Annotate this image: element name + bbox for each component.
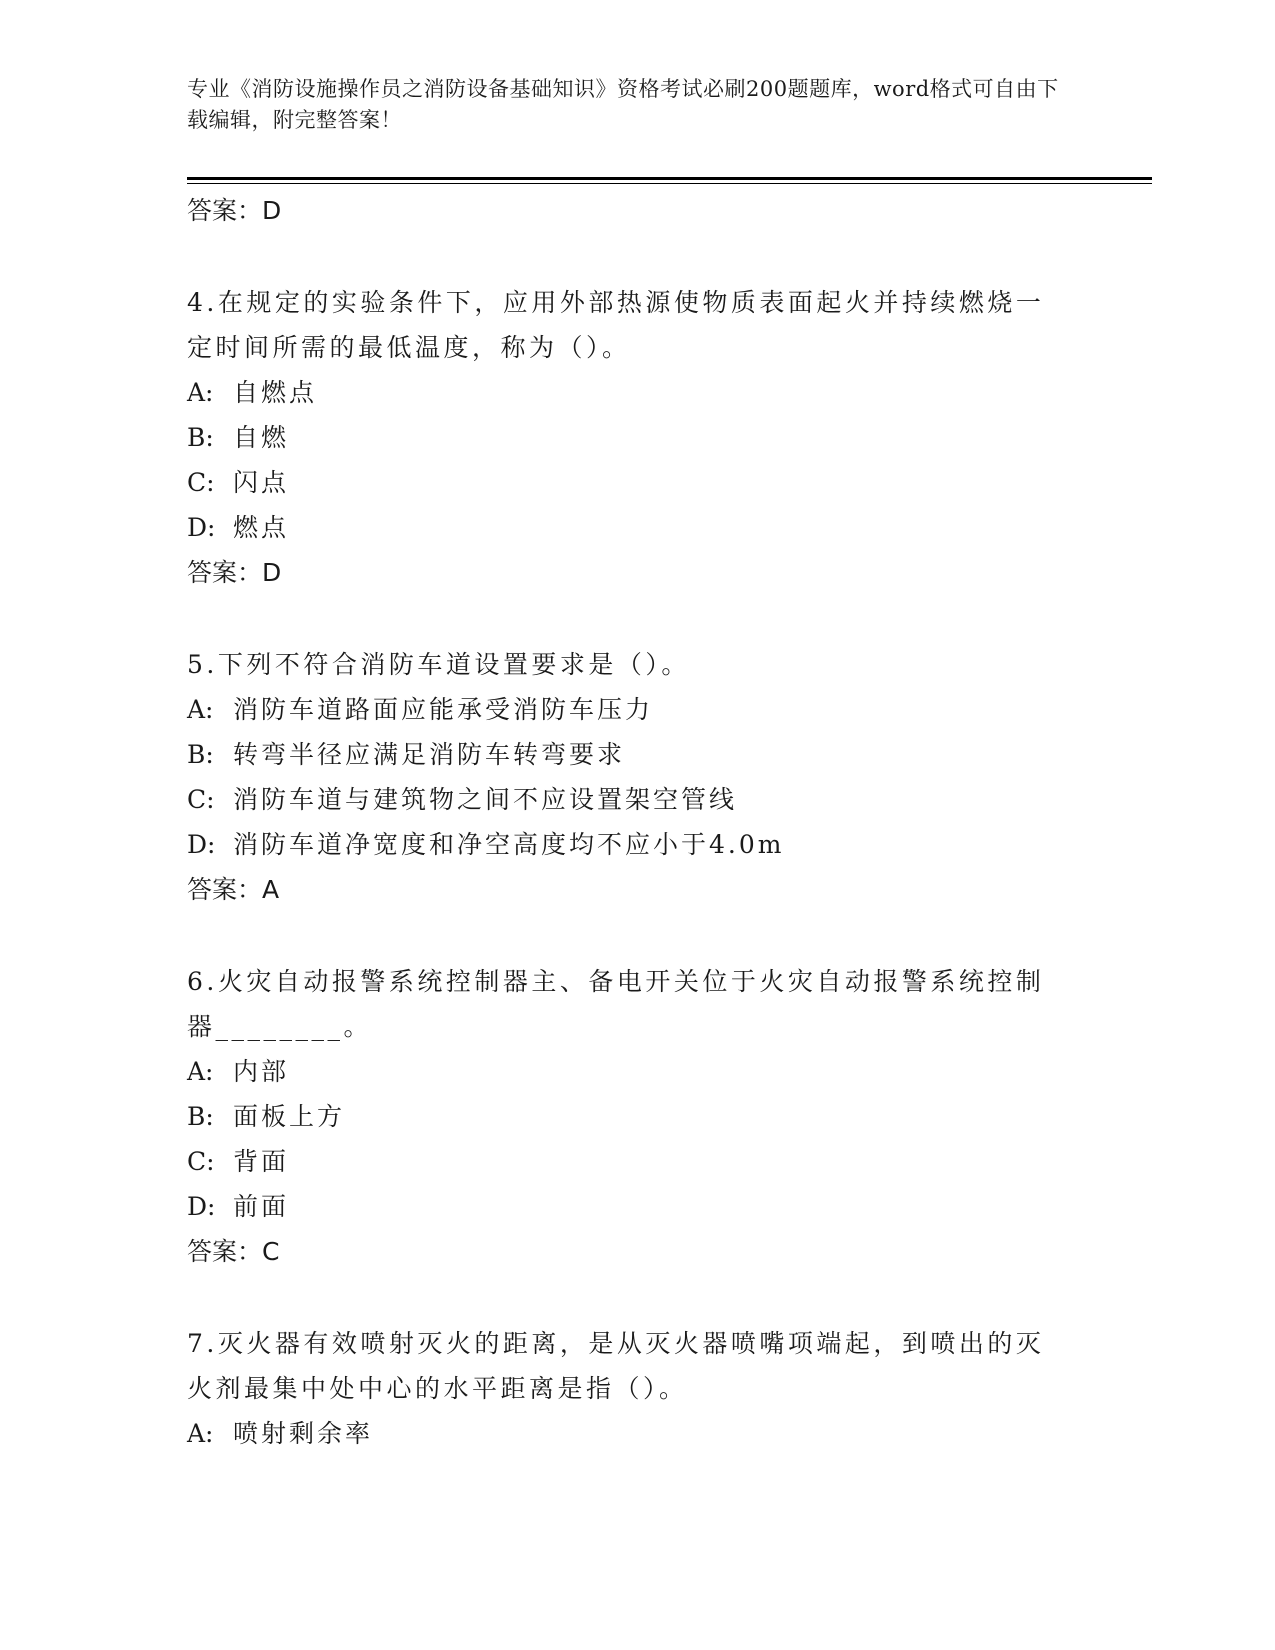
answer-line: 答案：C: [187, 1237, 280, 1266]
option-a: [187, 687, 1057, 732]
option-text: 前面: [233, 1192, 290, 1221]
option-d: [187, 822, 1057, 867]
option-c: [187, 1139, 1057, 1184]
question-text: 7.灭火器有效喷射灭火的距离，是从灭火器喷嘴项端起，到喷出的灭火剂最集中处中心的水平距离是指（）。: [187, 1329, 1045, 1403]
option-letter: C:: [187, 468, 215, 497]
option-text: 自燃: [233, 423, 290, 452]
option-text: 消防车道净宽度和净空高度均不应小于4.0m: [233, 830, 785, 859]
option-text: 喷射剩余率: [233, 1419, 374, 1448]
option-letter: D:: [187, 830, 216, 859]
option-letter: B:: [187, 423, 214, 452]
option-letter: B:: [187, 740, 214, 769]
question-block-5: [187, 642, 1057, 913]
answer-line: 答案：D: [187, 558, 282, 587]
option-text: 自燃点: [233, 378, 318, 407]
question-block-6: [187, 959, 1057, 1275]
answer-line: 答案：D: [187, 196, 282, 225]
question-block-4: [187, 280, 1057, 596]
question-text: 4.在规定的实验条件下，应用外部热源使物质表面起火并持续燃烧一定时间所需的最低温度，称为（）。: [187, 288, 1045, 362]
option-text: 燃点: [233, 513, 290, 542]
option-letter: B:: [187, 1102, 214, 1131]
option-b: [187, 415, 1057, 460]
option-text: 消防车道与建筑物之间不应设置架空管线: [233, 785, 738, 814]
question-block-7: [187, 1321, 1057, 1456]
option-letter: C:: [187, 1147, 215, 1176]
option-letter: A:: [187, 378, 214, 407]
option-letter: A:: [187, 1419, 214, 1448]
option-c: [187, 460, 1057, 505]
answer-line: 答案：A: [187, 875, 280, 904]
option-text: 闪点: [233, 468, 290, 497]
option-b: [187, 732, 1057, 777]
option-text: 转弯半径应满足消防车转弯要求: [233, 740, 626, 769]
option-letter: A:: [187, 695, 214, 724]
option-letter: A:: [187, 1057, 214, 1086]
option-a: [187, 1049, 1057, 1094]
header-divider-thin: [187, 183, 1152, 184]
option-b: [187, 1094, 1057, 1139]
question-text: 6.火灾自动报警系统控制器主、备电开关位于火灾自动报警系统控制器________。: [187, 967, 1045, 1041]
header-divider-thick: [187, 177, 1152, 180]
document-intro: 专业《消防设施操作员之消防设备基础知识》资格考试必刷200题题库，word格式可自由下载编辑，附完整答案！: [187, 77, 1059, 132]
option-text: 内部: [233, 1057, 290, 1086]
option-text: 消防车道路面应能承受消防车压力: [233, 695, 654, 724]
option-a: [187, 370, 1057, 415]
option-d: [187, 505, 1057, 550]
question-list: [187, 188, 1057, 1456]
option-text: 背面: [233, 1147, 290, 1176]
question-text: 5.下列不符合消防车道设置要求是（）。: [187, 650, 690, 679]
option-a: [187, 1411, 1057, 1456]
option-text: 面板上方: [233, 1102, 346, 1131]
option-letter: D:: [187, 1192, 216, 1221]
option-letter: C:: [187, 785, 215, 814]
option-d: [187, 1184, 1057, 1229]
option-c: [187, 777, 1057, 822]
option-letter: D:: [187, 513, 216, 542]
